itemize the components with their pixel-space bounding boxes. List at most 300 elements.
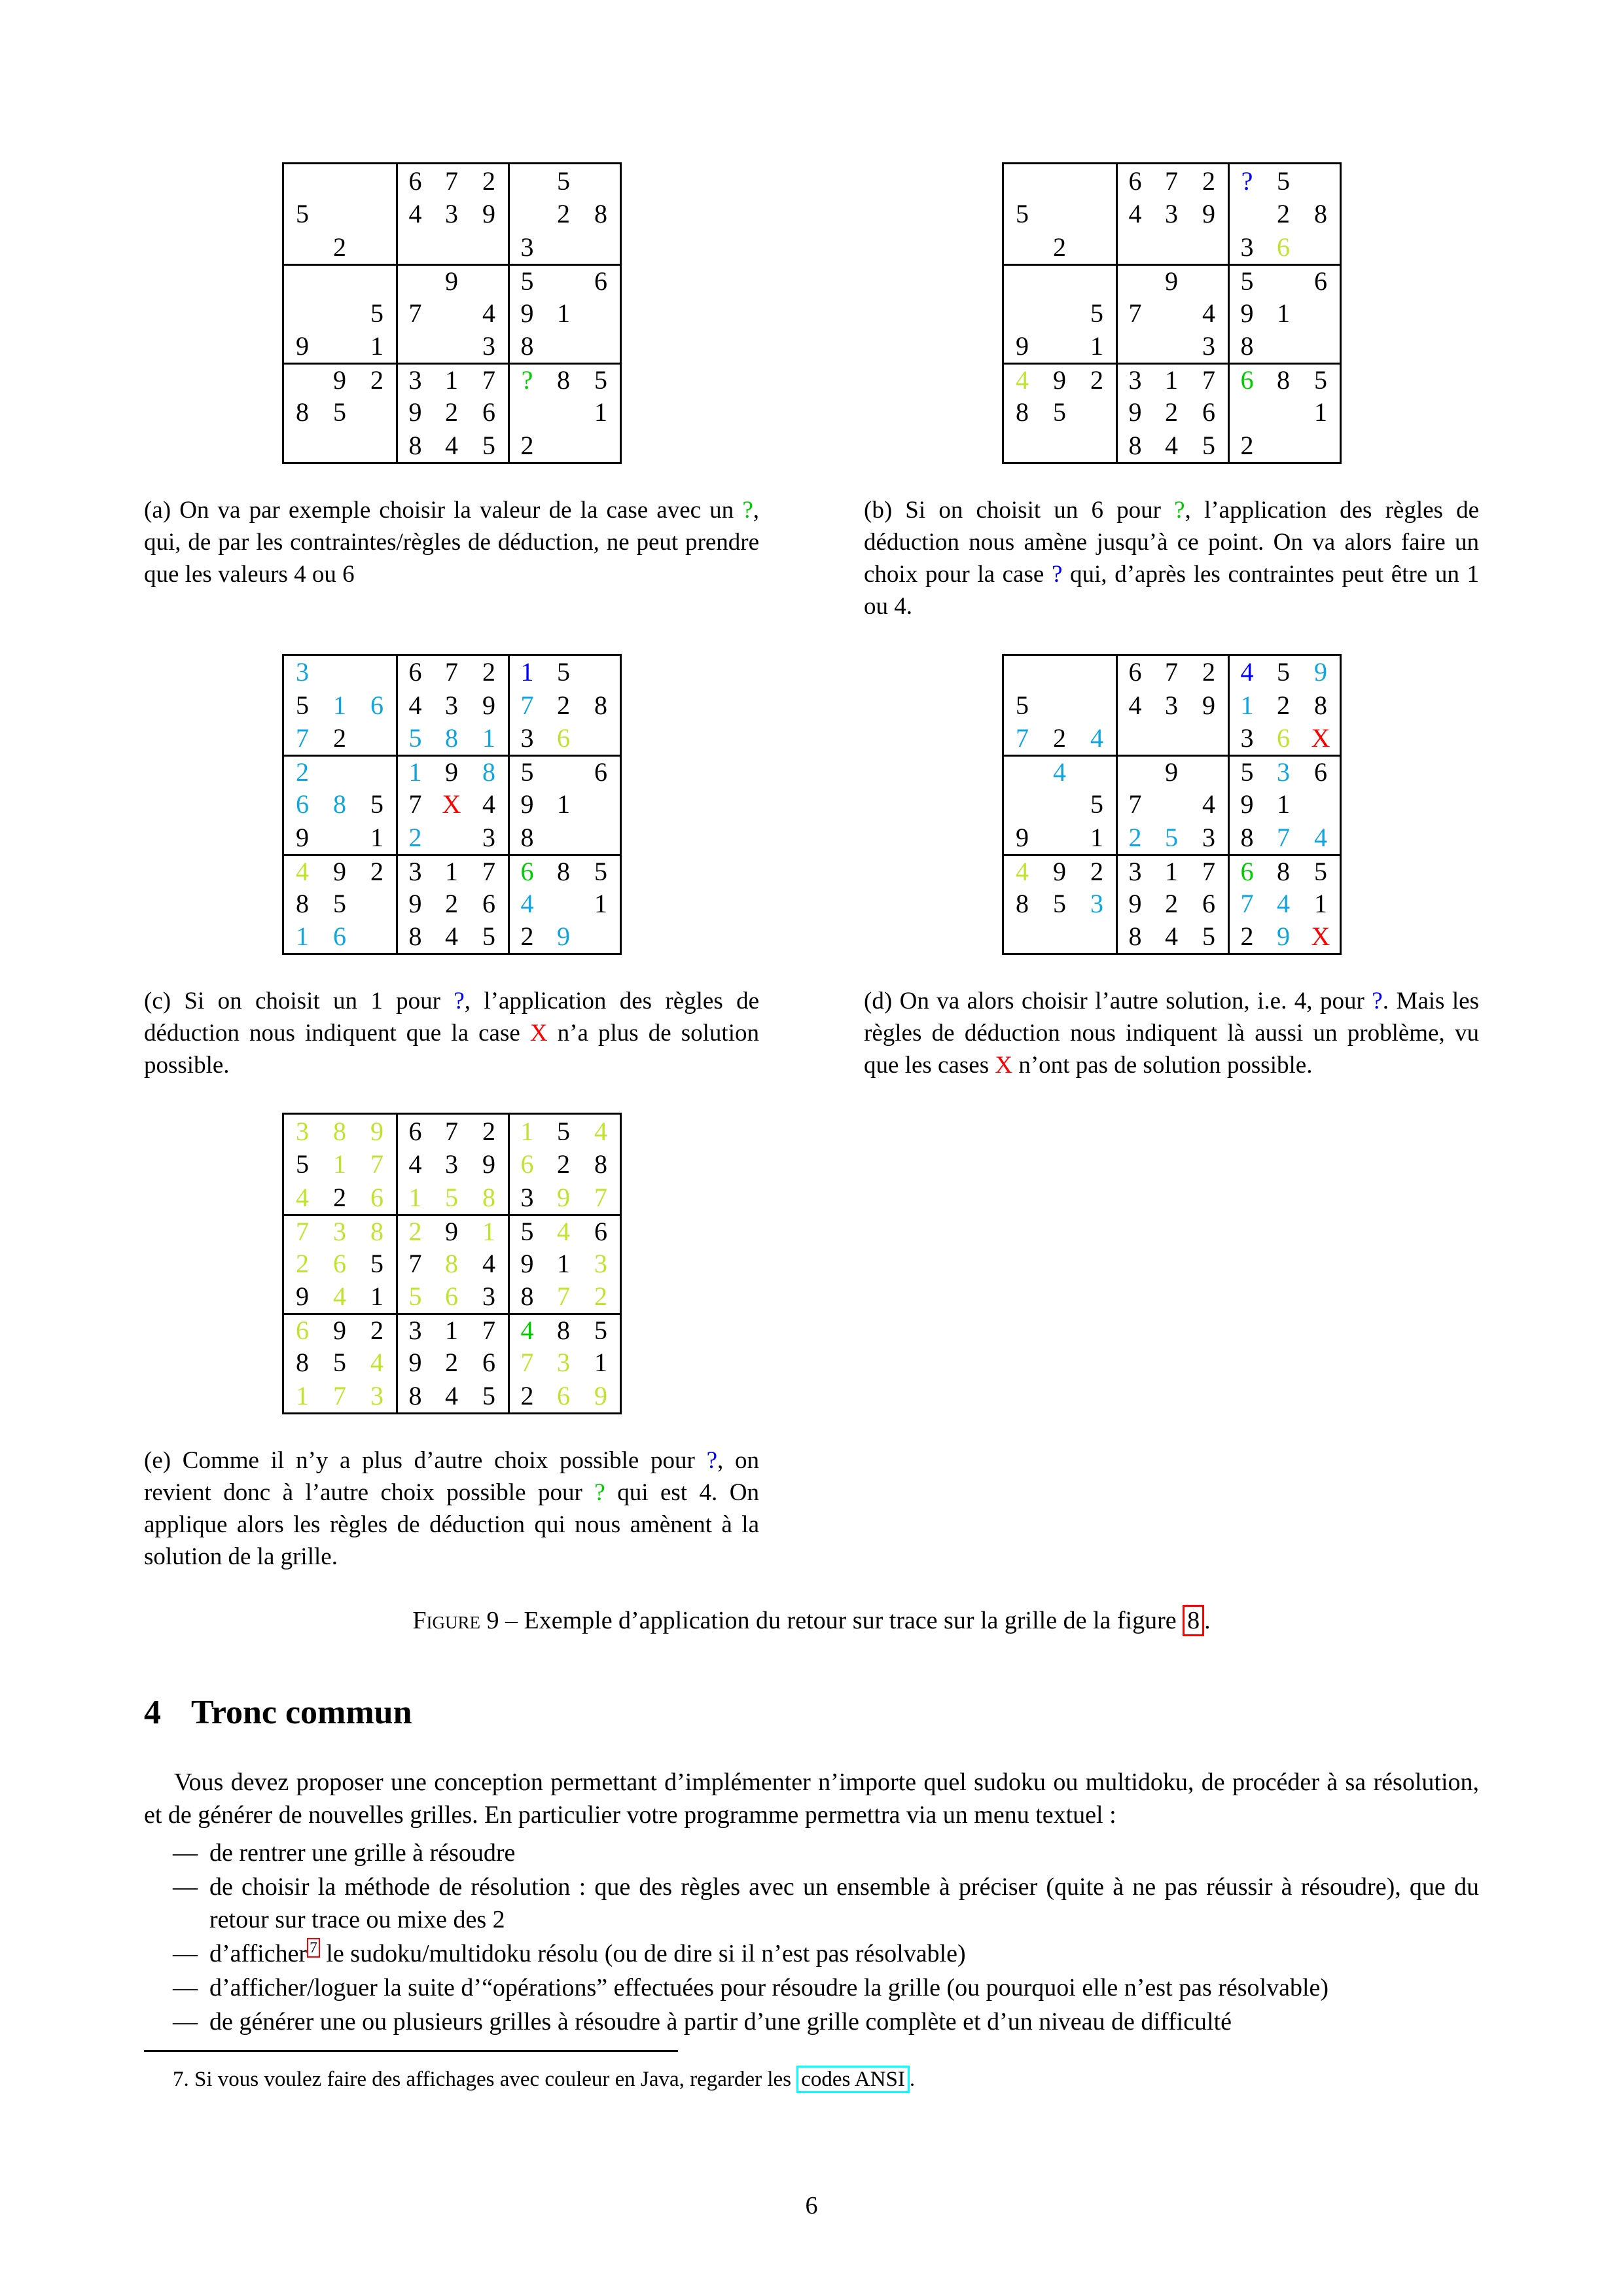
sudoku-grid-c — [282, 654, 622, 956]
digit: 9 — [333, 856, 346, 886]
sudoku-cell — [1228, 821, 1265, 854]
digit: 3 — [520, 723, 534, 753]
sudoku-cell — [582, 198, 620, 231]
digit: 6 — [1202, 888, 1215, 918]
sudoku-cell — [321, 854, 359, 888]
sudoku-cell — [1004, 429, 1041, 462]
sudoku-cell — [284, 1379, 321, 1412]
sudoku-cell — [284, 755, 321, 788]
subfigure-a — [144, 162, 759, 590]
sudoku-cell — [508, 296, 545, 330]
digit: 5 — [370, 789, 383, 819]
digit: 7 — [1165, 166, 1178, 196]
sudoku-cell — [1265, 396, 1302, 429]
digit-cyan: 2 — [296, 757, 309, 787]
digit-lime: 4 — [557, 1216, 570, 1246]
sudoku-cell — [1041, 689, 1079, 722]
sudoku-cell — [1079, 230, 1116, 264]
sudoku-cell — [1153, 854, 1190, 888]
digit: 2 — [1165, 888, 1178, 918]
digit-lime: 7 — [557, 1282, 570, 1312]
sudoku-cell — [1004, 264, 1041, 297]
sudoku-cell — [1004, 821, 1041, 854]
digit: 4 — [1128, 199, 1142, 229]
sudoku-cell — [284, 296, 321, 330]
list-item — [144, 1971, 1479, 2004]
text-segment: , on revient donc à l’autre choix possible pour — [144, 1446, 760, 1506]
sudoku-cell — [1190, 656, 1228, 689]
list-dash-bullet: — — [173, 1873, 198, 1901]
body-paragraph: Vous devez proposer une conception permettant d’implémenter n’importe quel sudoku ou multidoku, de procéder à sa résolution, et de générer de nouvelles grilles. En particulier votre programme permettra via un menu textuel : — [144, 1768, 1479, 1829]
list-item-text — [209, 2005, 1479, 2038]
sudoku-cell — [1190, 330, 1228, 363]
text-segment: . Mais les règles de déduction nous indiquent là aussi un problème, vu que les cases — [864, 988, 1479, 1079]
sudoku-cell — [1116, 296, 1153, 330]
sudoku-cell — [359, 1346, 396, 1380]
sudoku-cell — [1302, 164, 1340, 198]
sudoku-cell — [321, 164, 359, 198]
sudoku-cell — [396, 722, 433, 755]
digit-cyan: 5 — [1165, 822, 1178, 852]
text-segment: – Exemple d’application du retour sur trace sur la grille de la figure — [499, 1606, 1183, 1634]
digit: 4 — [482, 1248, 495, 1278]
sudoku-cell — [1302, 198, 1340, 231]
text-segment: X — [995, 1052, 1013, 1079]
sudoku-cell — [396, 363, 433, 396]
sudoku-cell — [582, 788, 620, 821]
sudoku-cell — [1228, 689, 1265, 722]
digit: 9 — [296, 1282, 309, 1312]
sudoku-cell — [359, 689, 396, 722]
sudoku-cell — [359, 722, 396, 755]
text-segment: X — [529, 1020, 548, 1047]
digit: 3 — [408, 1316, 422, 1346]
sudoku-cell — [1302, 429, 1340, 462]
sudoku-cell — [471, 656, 508, 689]
digit: 5 — [1314, 365, 1327, 395]
sudoku-cell — [396, 887, 433, 920]
sudoku-cell — [1116, 722, 1153, 755]
sudoku-cell — [284, 788, 321, 821]
digit-cyan: 8 — [333, 789, 346, 819]
digit: 8 — [1128, 922, 1142, 952]
sudoku-cell — [1153, 788, 1190, 821]
list-item — [144, 1837, 1479, 1869]
footnote-block — [144, 2050, 1479, 2094]
sudoku-cell — [396, 788, 433, 821]
digit: 9 — [445, 266, 458, 296]
digit: 2 — [520, 430, 534, 460]
sudoku-cell — [508, 396, 545, 429]
digit: 7 — [1202, 856, 1215, 886]
section-title: Tronc commun — [191, 1693, 412, 1731]
sudoku-cell — [471, 396, 508, 429]
sudoku-cell — [1004, 788, 1041, 821]
digit: 8 — [1240, 331, 1254, 361]
sudoku-cell — [545, 1313, 582, 1346]
sudoku-cell — [1041, 330, 1079, 363]
sudoku-cell — [508, 1148, 545, 1181]
sudoku-cell — [1302, 264, 1340, 297]
sudoku-cell — [284, 1280, 321, 1314]
digit: 9 — [1240, 789, 1254, 819]
sudoku-cell — [508, 656, 545, 689]
digit: 1 — [1165, 365, 1178, 395]
digit-red: X — [1311, 922, 1330, 952]
sudoku-cell — [508, 887, 545, 920]
sudoku-cell — [1041, 198, 1079, 231]
sudoku-cell — [545, 330, 582, 363]
sudoku-grid-d — [1002, 654, 1342, 956]
digit: 5 — [1240, 266, 1254, 296]
digit: 6 — [482, 397, 495, 427]
sudoku-cell — [284, 1214, 321, 1247]
list-dash-bullet: — — [173, 1939, 198, 1967]
digit: 2 — [557, 199, 570, 229]
digit: 3 — [445, 690, 458, 720]
sudoku-cell — [545, 230, 582, 264]
digit: 2 — [1202, 657, 1215, 687]
sudoku-cell — [1079, 429, 1116, 462]
sudoku-cell — [284, 1148, 321, 1181]
sudoku-cell — [545, 1247, 582, 1280]
sudoku-cell — [582, 1280, 620, 1314]
digit: 9 — [520, 789, 534, 819]
sudoku-cell — [1041, 230, 1079, 264]
sudoku-cell — [1153, 264, 1190, 297]
digit: 8 — [557, 365, 570, 395]
sudoku-cell — [396, 1115, 433, 1148]
sudoku-cell — [471, 198, 508, 231]
digit: 3 — [1240, 232, 1254, 262]
text-segment: ? — [1372, 988, 1383, 1014]
digit-cyan: 1 — [296, 922, 309, 952]
digit: 8 — [296, 1348, 309, 1378]
sudoku-cell — [508, 198, 545, 231]
text-segment: . — [909, 2068, 916, 2091]
digit: 4 — [1202, 789, 1215, 819]
sudoku-cell — [359, 1148, 396, 1181]
digit: 9 — [296, 331, 309, 361]
sudoku-cell — [1153, 689, 1190, 722]
sudoku-cell — [321, 656, 359, 689]
sudoku-cell — [396, 1148, 433, 1181]
digit-lime: 6 — [557, 723, 570, 753]
sudoku-cell — [359, 1247, 396, 1280]
digit-cyan: 2 — [1128, 822, 1142, 852]
digit: 8 — [408, 922, 422, 952]
digit-lime: 2 — [408, 1216, 422, 1246]
digit: 6 — [1202, 397, 1215, 427]
subfigure-b — [864, 162, 1479, 622]
digit: 2 — [1165, 397, 1178, 427]
digit: 5 — [1314, 856, 1327, 886]
sudoku-cell — [359, 1181, 396, 1214]
digit: 5 — [296, 199, 309, 229]
digit: 3 — [1240, 723, 1254, 753]
sudoku-cell — [1116, 230, 1153, 264]
digit: 2 — [1090, 365, 1103, 395]
digit-lime: 2 — [296, 1248, 309, 1278]
digit-lime: 8 — [370, 1216, 383, 1246]
sudoku-cell — [545, 429, 582, 462]
list-item-text — [209, 1971, 1479, 2004]
sudoku-cell — [321, 264, 359, 297]
digit: 9 — [482, 1149, 495, 1179]
sudoku-cell — [1153, 396, 1190, 429]
sudoku-cell — [545, 1148, 582, 1181]
sudoku-cell — [471, 821, 508, 854]
digit: 4 — [408, 690, 422, 720]
digit-lime: 4 — [296, 856, 309, 886]
sudoku-cell — [433, 755, 471, 788]
digit: 7 — [482, 1316, 495, 1346]
digit: 8 — [557, 856, 570, 886]
digit: 5 — [370, 1248, 383, 1278]
sudoku-cell — [545, 296, 582, 330]
sudoku-cell — [1265, 854, 1302, 888]
digit: 7 — [1128, 789, 1142, 819]
sudoku-cell — [508, 1247, 545, 1280]
section-number: 4 — [144, 1693, 161, 1731]
sudoku-cell — [396, 1346, 433, 1380]
sudoku-cell — [1190, 230, 1228, 264]
section-heading — [144, 1693, 1479, 1732]
digit-green: 4 — [520, 1316, 534, 1346]
sudoku-cell — [545, 396, 582, 429]
digit: 5 — [482, 430, 495, 460]
digit: 3 — [408, 365, 422, 395]
sudoku-cell — [471, 164, 508, 198]
digit: 8 — [520, 1282, 534, 1312]
text-segment: qui, d’après les contraintes peut être un 1 ou 4. — [864, 560, 1479, 620]
digit: 2 — [1053, 723, 1066, 753]
digit: 5 — [1016, 690, 1029, 720]
sudoku-cell — [1041, 887, 1079, 920]
sudoku-cell — [321, 788, 359, 821]
sudoku-cell — [1079, 920, 1116, 954]
footnote-7-link[interactable]: 7 — [307, 1938, 320, 1958]
sudoku-cell — [1116, 429, 1153, 462]
sudoku-cell — [321, 396, 359, 429]
sudoku-cell — [471, 1247, 508, 1280]
digit: 5 — [1016, 199, 1029, 229]
sudoku-cell — [1302, 230, 1340, 264]
digit: 9 — [482, 690, 495, 720]
sudoku-cell — [1079, 656, 1116, 689]
sudoku-cell — [1153, 363, 1190, 396]
sudoku-cell — [1153, 920, 1190, 954]
sudoku-cell — [359, 656, 396, 689]
sudoku-cell — [433, 1346, 471, 1380]
sudoku-grid-a — [282, 162, 622, 464]
digit: 1 — [594, 397, 607, 427]
digit: 6 — [594, 1216, 607, 1246]
sudoku-cell — [1228, 330, 1265, 363]
sudoku-cell — [1228, 788, 1265, 821]
sudoku-cell — [1004, 363, 1041, 396]
digit-cyan: 6 — [296, 789, 309, 819]
sudoku-cell — [396, 396, 433, 429]
sudoku-cell — [471, 363, 508, 396]
sudoku-cell — [1153, 296, 1190, 330]
digit-lime: 3 — [557, 1348, 570, 1378]
sudoku-cell — [508, 164, 545, 198]
digit-cyan: 6 — [370, 690, 383, 720]
sudoku-cell — [1116, 396, 1153, 429]
digit: 4 — [445, 922, 458, 952]
sudoku-cell — [545, 363, 582, 396]
sudoku-cell — [433, 264, 471, 297]
digit-cyan: 8 — [445, 723, 458, 753]
sudoku-cell — [1116, 330, 1153, 363]
digit: 2 — [1202, 166, 1215, 196]
sudoku-cell — [582, 854, 620, 888]
digit-lime: 7 — [333, 1380, 346, 1410]
sudoku-cell — [1190, 821, 1228, 854]
sudoku-cell — [1228, 396, 1265, 429]
digit-cyan: 9 — [1277, 922, 1290, 952]
digit-green: 6 — [1240, 856, 1254, 886]
digit-lime: 6 — [1277, 723, 1290, 753]
sudoku-cell — [433, 821, 471, 854]
digit: 9 — [1202, 199, 1215, 229]
sudoku-cell — [1079, 689, 1116, 722]
sudoku-cell — [321, 1280, 359, 1314]
sudoku-cell — [1004, 755, 1041, 788]
sudoku-cell — [471, 1313, 508, 1346]
digit: 8 — [408, 430, 422, 460]
digit-lime: 4 — [296, 1182, 309, 1212]
digit: 1 — [445, 365, 458, 395]
sudoku-cell — [1190, 164, 1228, 198]
sudoku-cell — [471, 264, 508, 297]
sudoku-cell — [1079, 722, 1116, 755]
sudoku-cell — [471, 1181, 508, 1214]
text-segment: , qui, de par les contraintes/règles de déduction, ne peut prendre que les valeurs 4 ou 6 — [144, 496, 759, 588]
sudoku-cell — [545, 821, 582, 854]
digit: 1 — [445, 1316, 458, 1346]
digit: 5 — [482, 922, 495, 952]
figure-row-3 — [144, 1113, 1479, 1573]
digit-cyan: 7 — [1016, 723, 1029, 753]
sudoku-cell — [1153, 821, 1190, 854]
digit: 7 — [1128, 298, 1142, 328]
digit-cyan: 3 — [1090, 888, 1103, 918]
sudoku-cell — [471, 330, 508, 363]
digit: 5 — [1053, 397, 1066, 427]
sudoku-cell — [1302, 363, 1340, 396]
sudoku-cell — [545, 656, 582, 689]
sudoku-grid-b — [1002, 162, 1342, 464]
digit: 6 — [1128, 657, 1142, 687]
digit: 3 — [408, 856, 422, 886]
sudoku-cell — [433, 1115, 471, 1148]
digit: 7 — [408, 1248, 422, 1278]
digit: 1 — [370, 331, 383, 361]
digit: 7 — [1165, 657, 1178, 687]
sudoku-cell — [582, 330, 620, 363]
digit: 8 — [594, 1149, 607, 1179]
digit: 4 — [445, 1380, 458, 1410]
digit: 4 — [408, 199, 422, 229]
sudoku-cell — [471, 1115, 508, 1148]
sudoku-cell — [433, 1379, 471, 1412]
sudoku-cell — [1004, 689, 1041, 722]
sudoku-cell — [359, 755, 396, 788]
sudoku-cell — [321, 1346, 359, 1380]
sudoku-cell — [359, 296, 396, 330]
digit: 9 — [1128, 888, 1142, 918]
digit: 5 — [333, 397, 346, 427]
sudoku-cell — [1116, 821, 1153, 854]
digit-blue: ? — [1241, 166, 1253, 196]
digit-red: X — [1311, 723, 1330, 753]
sudoku-cell — [1190, 396, 1228, 429]
digit: 2 — [482, 657, 495, 687]
text-segment: de rentrer une grille à résoudre — [209, 1839, 516, 1867]
sudoku-cell — [582, 429, 620, 462]
sudoku-cell — [359, 198, 396, 231]
digit: 3 — [520, 232, 534, 262]
codes-ansi-link[interactable]: codes ANSI — [796, 2066, 910, 2093]
sudoku-cell — [1228, 198, 1265, 231]
sudoku-cell — [359, 920, 396, 954]
sudoku-cell — [1190, 264, 1228, 297]
sudoku-cell — [1302, 396, 1340, 429]
figure-8-link[interactable]: 8 — [1183, 1605, 1204, 1636]
text-segment: ? — [594, 1479, 605, 1506]
digit-lime: 3 — [333, 1216, 346, 1246]
sudoku-cell — [1116, 788, 1153, 821]
sudoku-cell — [582, 689, 620, 722]
sudoku-cell — [321, 429, 359, 462]
sudoku-cell — [359, 330, 396, 363]
digit-lime: 9 — [370, 1116, 383, 1146]
sudoku-cell — [284, 1181, 321, 1214]
sudoku-cell — [508, 854, 545, 888]
digit: 4 — [445, 430, 458, 460]
sudoku-cell — [1228, 363, 1265, 396]
digit: 9 — [333, 1316, 346, 1346]
digit: 8 — [1128, 430, 1142, 460]
sudoku-cell — [433, 854, 471, 888]
digit: 3 — [1165, 690, 1178, 720]
sudoku-cell — [1190, 198, 1228, 231]
digit: 2 — [370, 856, 383, 886]
sudoku-cell — [284, 363, 321, 396]
sudoku-cell — [1228, 264, 1265, 297]
digit: 3 — [1202, 822, 1215, 852]
digit: 6 — [408, 166, 422, 196]
digit-lime: 4 — [333, 1282, 346, 1312]
text-segment: ? — [454, 988, 465, 1014]
digit-lime: 8 — [445, 1248, 458, 1278]
digit: 3 — [482, 331, 495, 361]
sudoku-cell — [1041, 164, 1079, 198]
sudoku-cell — [1041, 920, 1079, 954]
digit: 2 — [1240, 430, 1254, 460]
sudoku-cell — [1004, 920, 1041, 954]
sudoku-cell — [1004, 230, 1041, 264]
sudoku-cell — [545, 1214, 582, 1247]
sudoku-cell — [545, 722, 582, 755]
digit-cyan: 2 — [408, 822, 422, 852]
sudoku-cell — [1004, 396, 1041, 429]
sudoku-cell — [321, 296, 359, 330]
sudoku-cell — [396, 1280, 433, 1314]
sudoku-cell — [582, 1214, 620, 1247]
